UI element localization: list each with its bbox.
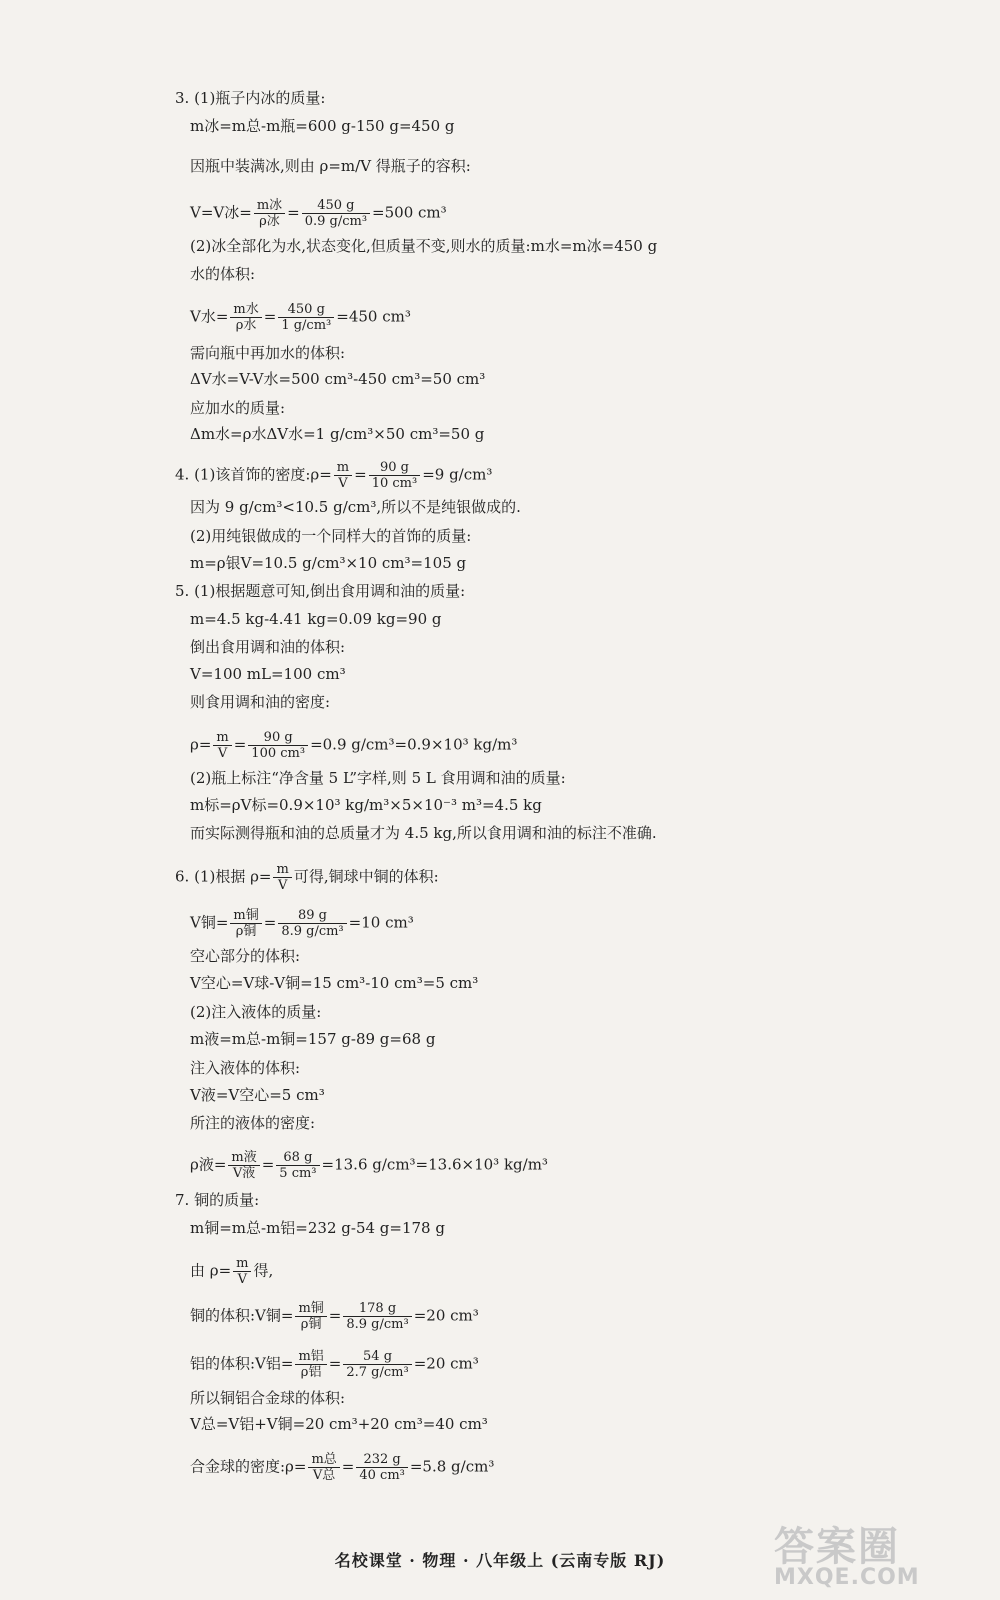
q5-part1-heading: 5. (1)根据题意可知,倒出食用调和油的质量: [175,582,466,600]
q6-liquid-volume-label: 注入液体的体积: [190,1059,301,1077]
q6-liquid-density-formula: ρ液= $\frac{\text{m液}}{\text{V液}}$ = $\frac{68 g}{\text{5 cm³}}$ =13.6 g/cm³=13.6×10³ kg/m³ [190,1150,548,1181]
fraction: $\frac{\text{m液}}{\text{V液}}$ [228,1150,259,1181]
q6-liquid-volume: V液=V空心=5 cm³ [190,1086,325,1104]
q4-conclusion: 因为 9 g/cm³<10.5 g/cm³,所以不是纯银做成的. [190,498,521,516]
q4-density-formula: 4. (1)该首饰的密度:ρ= $\frac{m}{V}$ = $\frac{90 g}{\text{10 cm³}}$ =9 g/cm³ [175,460,493,491]
fraction: $\frac{178 g}{\text{8.9 g/cm³}}$ [343,1301,411,1332]
q3-add-water-mass-label: 应加水的质量: [190,399,286,417]
q5-oil-volume: V=100 mL=100 cm³ [190,665,346,683]
q3-ice-mass: m冰=m总-m瓶=600 g-150 g=450 g [190,117,455,135]
q3-add-water-label: 需向瓶中再加水的体积: [190,344,346,362]
q3-bottle-volume-formula: V=V冰= $\frac{\text{m冰}}{\text{ρ冰}}$ = $\frac{450 g}{\text{0.9 g/cm³}}$ =500 cm³ [190,198,447,229]
fraction: $\frac{m}{V}$ [213,730,231,761]
q6-hollow-volume: V空心=V球-V铜=15 cm³-10 cm³=5 cm³ [190,974,479,992]
q6-liquid-mass: m液=m总-m铜=157 g-89 g=68 g [190,1030,436,1048]
watermark-url: MXQE.COM [774,1565,920,1590]
q5-part2-heading: (2)瓶上标注“净含量 5 L”字样,则 5 L 食用调和油的质量: [190,769,566,787]
q7-alloy-density-formula: 合金球的密度:ρ= $\frac{\text{m总}}{\text{V总}}$ = $\frac{232 g}{\text{40 cm³}}$ =5.8 g/cm³ [190,1452,495,1483]
q6-hollow-volume-label: 空心部分的体积: [190,947,301,965]
q5-oil-density-formula: ρ= $\frac{m}{V}$ = $\frac{90 g}{\text{100 cm³}}$ =0.9 g/cm³=0.9×10³ kg/m³ [190,730,518,761]
fraction: $\frac{68 g}{\text{5 cm³}}$ [276,1150,319,1181]
q5-conclusion: 而实际测得瓶和油的总质量才为 4.5 kg,所以食用调和油的标注不准确. [190,824,657,842]
q4-part2-heading: (2)用纯银做成的一个同样大的首饰的质量: [190,527,472,545]
fraction: $\frac{\text{m水}}{\text{ρ水}}$ [230,302,261,333]
q7-alloy-volume: V总=V铝+V铜=20 cm³+20 cm³=40 cm³ [190,1415,488,1433]
watermark-logo [762,1515,972,1595]
q7-alloy-volume-label: 所以铜铝合金球的体积: [190,1389,346,1407]
fraction: $\frac{232 g}{\text{40 cm³}}$ [356,1452,408,1483]
fraction: $\frac{\text{m总}}{\text{V总}}$ [308,1452,339,1483]
q5-oil-mass: m=4.5 kg-4.41 kg=0.09 kg=90 g [190,610,442,628]
q6-part1-heading: 6. (1)根据 ρ= $\frac{m}{V}$ 可得,铜球中铜的体积: [175,862,439,893]
q3-volume-intro: 因瓶中装满冰,则由 ρ=m/V 得瓶子的容积: [190,157,471,175]
fraction: $\frac{\text{m铜}}{\text{ρ铜}}$ [230,908,261,939]
fraction: $\frac{450 g}{\text{1 g/cm³}}$ [278,302,334,333]
q7-aluminum-volume-formula: 铝的体积:V铝= $\frac{\text{m铝}}{\text{ρ铝}}$ = $\frac{54 g}{\text{2.7 g/cm³}}$ =20 cm³ [190,1349,479,1380]
q6-liquid-density-label: 所注的液体的密度: [190,1114,316,1132]
q5-label-mass: m标=ρV标=0.9×10³ kg/m³×5×10⁻³ m³=4.5 kg [190,796,542,814]
q4-silver-mass: m=ρ银V=10.5 g/cm³×10 cm³=105 g [190,554,467,572]
q3-water-volume-formula: V水= $\frac{\text{m水}}{\text{ρ水}}$ = $\frac{450 g}{\text{1 g/cm³}}$ =450 cm³ [190,302,411,333]
q3-add-water-mass: Δm水=ρ水ΔV水=1 g/cm³×50 cm³=50 g [190,425,485,443]
fraction: $\frac{90 g}{\text{10 cm³}}$ [369,460,421,491]
fraction: $\frac{450 g}{\text{0.9 g/cm³}}$ [302,198,370,229]
q5-oil-volume-label: 倒出食用调和油的体积: [190,638,346,656]
formula-text: V=V冰= [190,203,252,222]
fraction: $\frac{54 g}{\text{2.7 g/cm³}}$ [343,1349,411,1380]
q7-copper-volume-formula: 铜的体积:V铜= $\frac{\text{m铜}}{\text{ρ铜}}$ = $\frac{178 g}{\text{8.9 g/cm³}}$ =20 cm³ [190,1301,479,1332]
q5-oil-density-label: 则食用调和油的密度: [190,693,331,711]
q7-density-relation: 由 ρ= $\frac{m}{V}$ 得, [190,1256,274,1287]
q3-part1-heading: 3. (1)瓶子内冰的质量: [175,89,326,107]
fraction: $\frac{89 g}{\text{8.9 g/cm³}}$ [278,908,346,939]
q3-add-water-volume: ΔV水=V-V水=500 cm³-450 cm³=50 cm³ [190,370,486,388]
fraction: $\frac{m}{V}$ [233,1256,251,1287]
q6-copper-volume-formula: V铜= $\frac{\text{m铜}}{\text{ρ铜}}$ = $\frac{89 g}{\text{8.9 g/cm³}}$ =10 cm³ [190,908,414,939]
fraction: $\frac{\text{m铜}}{\text{ρ铜}}$ [295,1301,326,1332]
watermark-mark: 答案圈 [774,1524,900,1570]
page-footer: 名校课堂 · 物理 · 八年级上 (云南专版 RJ) [334,1551,666,1570]
fraction: $\frac{90 g}{\text{100 cm³}}$ [248,730,308,761]
q3-water-volume-label: 水的体积: [190,265,256,283]
q7-copper-mass: m铜=m总-m铝=232 g-54 g=178 g [190,1219,445,1237]
fraction: $\frac{m}{V}$ [273,862,291,893]
q7-copper-mass-label: 7. 铜的质量: [175,1191,260,1209]
fraction: $\frac{\text{m铝}}{\text{ρ铝}}$ [295,1349,326,1380]
q6-part2-heading: (2)注入液体的质量: [190,1003,322,1021]
fraction: $\frac{m}{V}$ [334,460,352,491]
fraction: $\frac{\text{m冰}}{\text{ρ冰}}$ [254,198,285,229]
q3-part2-heading: (2)冰全部化为水,状态变化,但质量不变,则水的质量:m水=m冰=450 g [190,237,658,255]
